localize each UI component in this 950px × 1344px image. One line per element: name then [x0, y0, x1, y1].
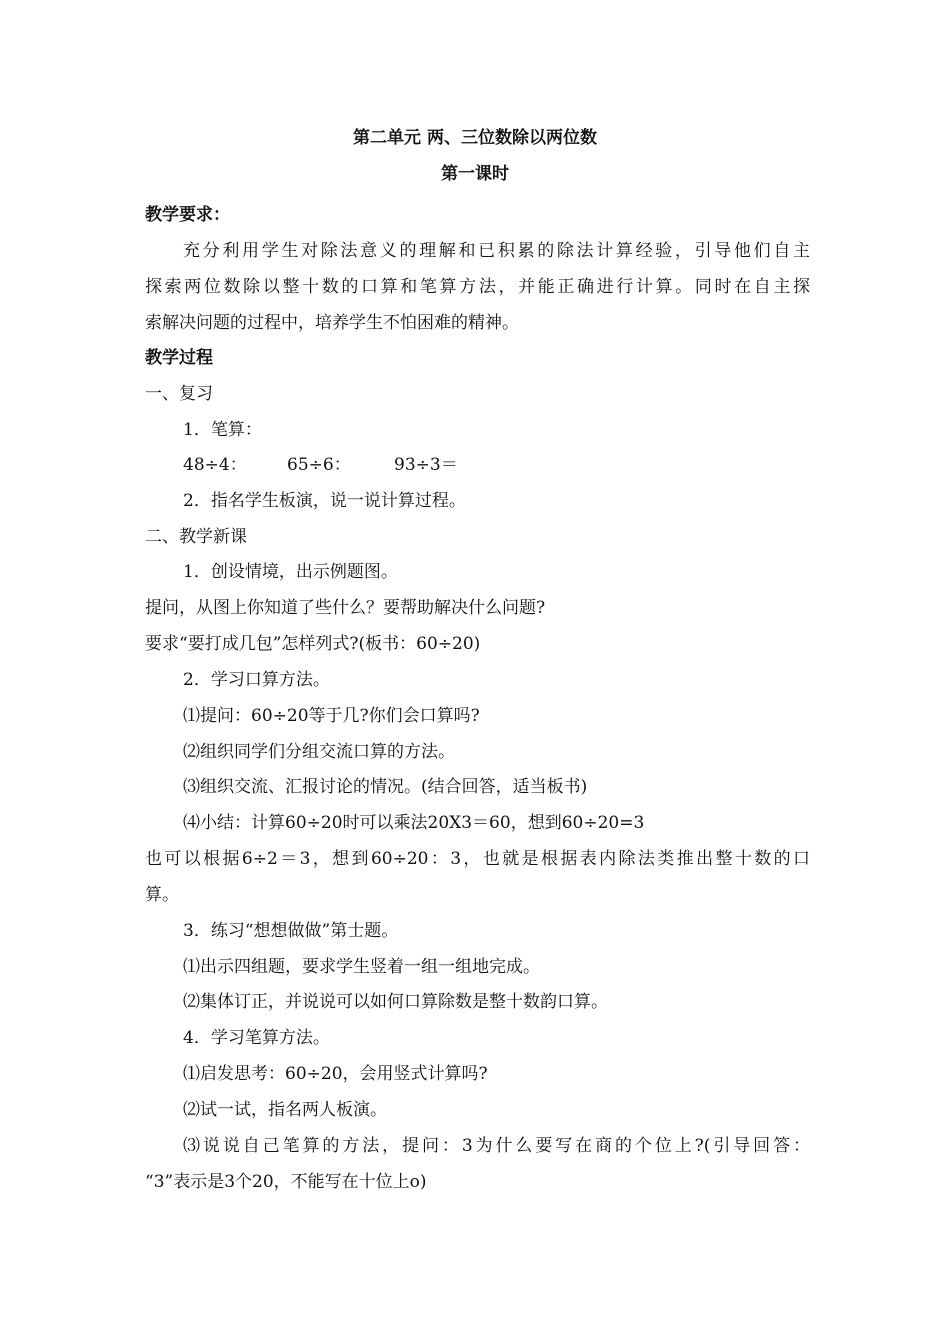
requirements-line-2: 探索两位数除以整十数的口算和笔算方法，并能正确进行计算。同时在自主探 [145, 277, 810, 297]
new-lesson-line: ⑵集体订正，并说说可以如何口算除数是整十数韵口算。 [183, 992, 608, 1012]
new-lesson-line: “3”表示是3个20，不能写在十位上o) [145, 1172, 427, 1192]
review-item-1: 1．笔算： [183, 420, 262, 440]
process-heading: 教学过程 [145, 348, 213, 368]
new-lesson-line: 算。 [145, 885, 179, 905]
requirements-line-1: 充分利用学生对除法意义的理解和已积累的除法计算经验，引导他们自主 [183, 241, 810, 261]
calc-2: 65÷6： [287, 455, 351, 475]
new-lesson-line: ⑶组织交流、汇报讨论的情况。(结合回答，适当板书) [183, 777, 588, 797]
new-lesson-line: 要求“要打成几包”怎样列式?(板书：60÷20) [145, 634, 481, 654]
new-lesson-line: ⑵组织同学们分组交流口算的方法。 [183, 742, 455, 762]
new-lesson-line: 4．学习笔算方法。 [183, 1028, 330, 1048]
review-heading: 一、复习 [145, 384, 213, 404]
requirements-line-3: 索解决问题的过程中，培养学生不怕困难的精神。 [145, 313, 519, 333]
new-lesson-line: ⑴出示四组题，要求学生竖着一组一组地完成。 [183, 957, 540, 977]
new-lesson-line: 1．创设情境，出示例题图。 [183, 562, 398, 582]
new-lesson-line: 2．学习口算方法。 [183, 670, 330, 690]
new-lesson-heading: 二、教学新课 [145, 527, 247, 547]
new-lesson-line: ⑷小结：计算60÷20时可以乘法20X3＝60，想到60÷20=3 [183, 813, 645, 833]
new-lesson-line: ⑴提问：60÷20等于几?你们会口算吗? [183, 706, 480, 726]
document-subtitle: 第一课时 [441, 164, 509, 184]
new-lesson-line: 也可以根据6÷2＝3，想到60÷20：3，也就是根据表内除法类推出整十数的口 [145, 849, 810, 869]
new-lesson-line: ⑴启发思考：60÷20，会用竖式计算吗? [183, 1064, 488, 1084]
new-lesson-line: ⑵试一试，指名两人板演。 [183, 1100, 387, 1120]
new-lesson-line: ⑶说说自己笔算的方法，提问：3为什么要写在商的个位上?(引导回答： [183, 1136, 810, 1156]
review-item-2: 2．指名学生板演，说一说计算过程。 [183, 491, 466, 511]
new-lesson-line: 提问，从图上你知道了些什么？要帮助解决什么问题? [145, 598, 546, 618]
calc-1: 48÷4： [183, 455, 247, 475]
calc-3: 93÷3＝ [394, 455, 458, 475]
document-title: 第二单元 两、三位数除以两位数 [353, 128, 597, 148]
requirements-heading: 教学要求： [145, 205, 230, 225]
review-calculations [183, 453, 848, 477]
new-lesson-line: 3．练习“想想做做”第士题。 [183, 921, 399, 941]
